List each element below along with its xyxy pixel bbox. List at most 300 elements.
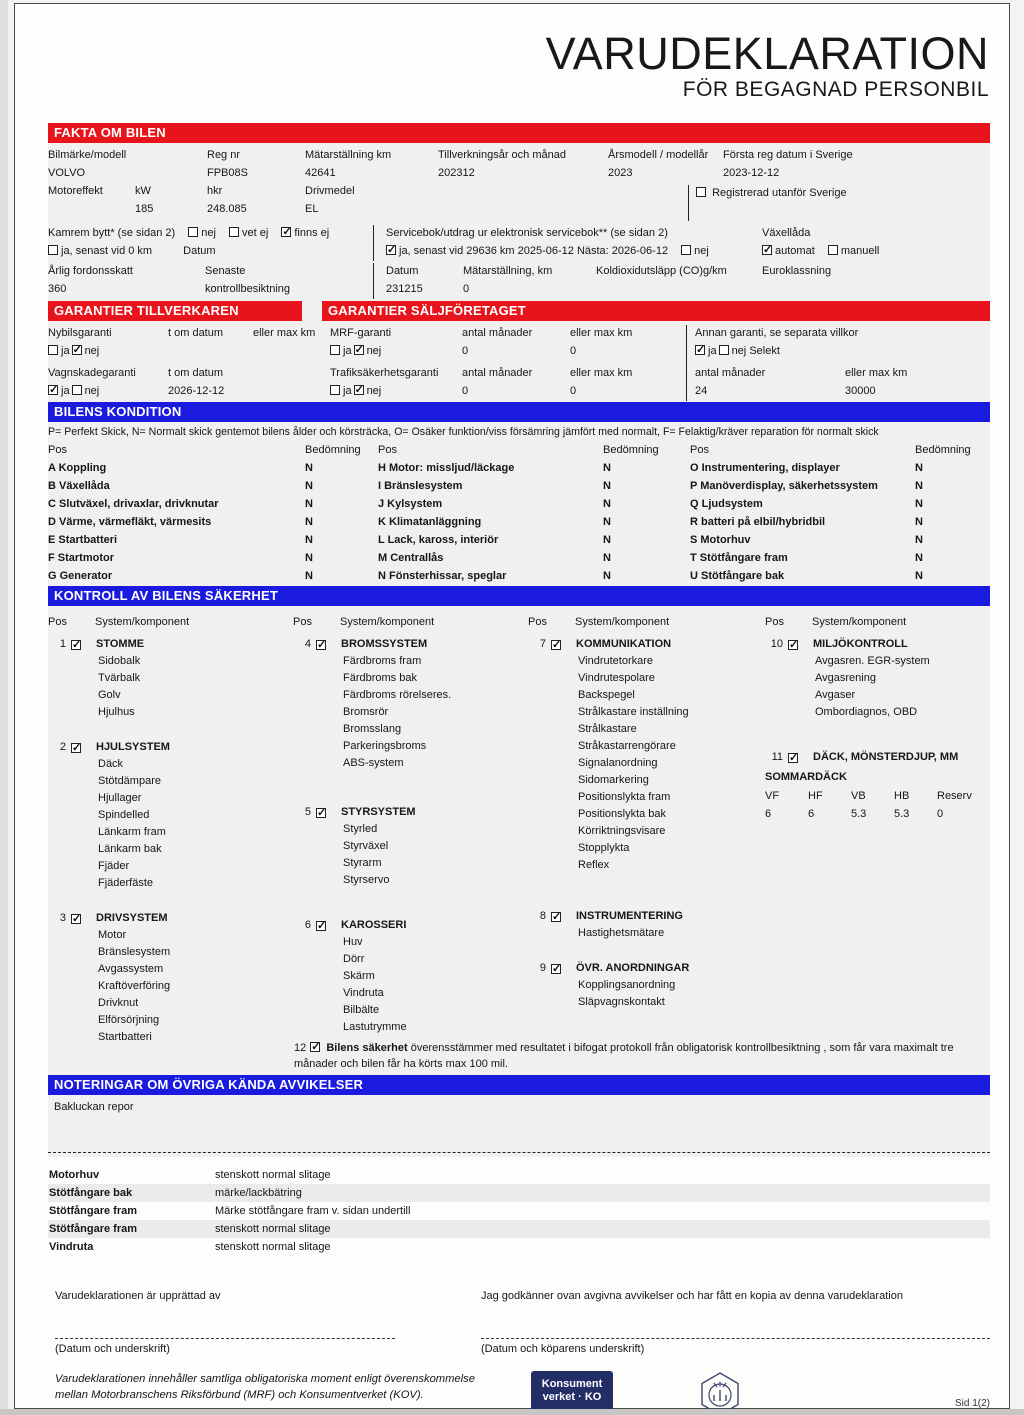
field-value: FPB08S	[207, 167, 248, 179]
sakerhet-columns	[48, 614, 990, 1064]
component-item: Däck	[98, 758, 124, 770]
condition-grade: N	[305, 534, 313, 546]
syskomp-header: System/komponent	[812, 616, 907, 628]
group-number: 7	[539, 638, 546, 650]
component-item: Startbatteri	[98, 1031, 152, 1043]
prepared-by-block	[55, 1288, 425, 1357]
condition-grade: N	[603, 552, 611, 564]
condition-grade: N	[603, 516, 611, 528]
vaxellada-manuell-checkbox[interactable]	[828, 245, 838, 255]
fakta-labels-row1	[48, 147, 990, 165]
component-item: Vindrutespolare	[578, 672, 655, 684]
tyre-depth-value: 6	[808, 808, 815, 820]
fakta-values-row1	[48, 165, 990, 183]
servicebok-nej-checkbox[interactable]	[681, 245, 691, 255]
condition-grade: N	[305, 516, 313, 528]
component-item: Vindruta	[343, 987, 384, 999]
condition-item-label: A Koppling	[48, 462, 107, 474]
safety-12-text: överensstämmer med resultatet i bifogat protokoll från obligatorisk kontrollbesiktning , som får vara maximalt tre månader och bilen får ha körts max 100 mil.	[294, 1042, 954, 1070]
condition-grade: N	[915, 516, 923, 528]
condition-grade: N	[305, 462, 313, 474]
component-item: Länkarm bak	[98, 843, 162, 855]
condition-row	[378, 460, 690, 478]
annan-ja-checkbox[interactable]	[695, 345, 705, 355]
component-item: Skärm	[343, 970, 375, 982]
noteringar-box	[48, 1095, 990, 1153]
vagnskade-ja-checkbox[interactable]	[48, 385, 58, 395]
condition-grade: N	[603, 534, 611, 546]
field-value: 2023-12-12	[723, 167, 780, 179]
kamrem-nej-checkbox[interactable]	[188, 227, 198, 237]
component-item: Körriktningsvisare	[578, 825, 666, 837]
component-item: Sidobalk	[98, 655, 141, 667]
vagnskade-nej-checkbox[interactable]	[72, 385, 82, 395]
vaxellada-automat-checkbox[interactable]	[762, 245, 772, 255]
noteringar-header-bar: NOTERINGAR OM ÖVRIGA KÄNDA AVVIKELSER	[48, 1075, 990, 1095]
mrf-maxkm-value: 0	[570, 345, 577, 357]
component-item: Bränslesystem	[98, 946, 171, 958]
euro-value	[762, 281, 990, 299]
besiktning-column	[373, 263, 760, 299]
tyre-value-row	[765, 806, 980, 824]
condition-row	[48, 460, 378, 478]
kamrem-ja-checkbox[interactable]	[48, 245, 58, 255]
component-item: Strålkastare inställning	[578, 706, 689, 718]
buyer-signature-caption: (Datum och köparens underskrift)	[481, 1343, 645, 1355]
group-name: MILJÖKONTROLL	[813, 638, 908, 650]
document-subtitle: FÖR BEGAGNAD PERSONBIL	[682, 78, 989, 101]
sakerhet-column-2	[293, 614, 528, 1064]
kov-logo-line2: verket · KO	[542, 1391, 602, 1403]
annan-nej-checkbox[interactable]	[719, 345, 729, 355]
kw-value: 185	[135, 203, 154, 215]
condition-grade: N	[915, 534, 923, 546]
trafik-maxkm-value: 0	[570, 385, 577, 397]
motoreffekt-label: Motoreffekt	[48, 185, 103, 197]
condition-grade: N	[915, 462, 923, 474]
component-item: Hjullager	[98, 792, 142, 804]
component-item: Dörr	[343, 953, 365, 965]
group-number: 11	[771, 751, 783, 763]
deviation-part: Stötfångare bak	[49, 1186, 133, 1199]
group-checkbox[interactable]	[551, 640, 561, 650]
fakta-bottom-block	[48, 263, 990, 299]
group-items	[98, 653, 293, 721]
pos-header: Pos	[690, 444, 709, 456]
drivmedel-value: EL	[305, 203, 319, 215]
mrf-garanti-label: MRF-garanti	[330, 327, 392, 339]
group-name: KAROSSERI	[341, 919, 407, 931]
annan-maxkm-value: 30000	[845, 385, 876, 397]
component-item: Backspegel	[578, 689, 635, 701]
garanti-columns	[48, 325, 990, 401]
trafik-manader-label: antal månader	[462, 367, 533, 379]
group-checkbox[interactable]	[71, 914, 81, 924]
component-item: Länkarm fram	[98, 826, 166, 838]
component-item: Drivknut	[98, 997, 139, 1009]
group-items	[343, 934, 528, 1036]
component-item: Styrled	[343, 823, 378, 835]
kamrem-finnsej-checkbox[interactable]	[281, 227, 291, 237]
deviation-row	[48, 1220, 990, 1238]
group-checkbox[interactable]	[551, 912, 561, 922]
euro-column	[760, 263, 990, 299]
condition-item-label: O Instrumentering, displayer	[690, 462, 840, 474]
servicebok-ja-checkbox[interactable]	[386, 245, 396, 255]
condition-row	[690, 460, 990, 478]
kamrem-vetej-label: vet ej	[241, 227, 269, 239]
safety-group-bromssystem	[293, 636, 528, 772]
group-name: HJULSYSTEM	[96, 741, 170, 753]
mrf-manader-value: 0	[462, 345, 469, 357]
tyre-position-header: HF	[808, 790, 823, 802]
condition-item-label: L Lack, kaross, interiör	[378, 534, 499, 546]
field-label: Bilmärke/modell	[48, 149, 127, 161]
besiktning-datum-label: Datum	[386, 265, 419, 277]
pos-header: Pos	[528, 616, 547, 628]
garanti-tillverkaren-column	[48, 325, 322, 401]
component-item: Positionslykta bak	[578, 808, 667, 820]
condition-grade: N	[305, 480, 313, 492]
component-item: Motor	[98, 929, 127, 941]
trafik-maxkm-label: eller max km	[570, 367, 633, 379]
field-label: Tillverkningsår och månad	[438, 149, 566, 161]
syskomp-header: System/komponent	[95, 616, 190, 628]
condition-item-label: R batteri på elbil/hybridbil	[690, 516, 826, 528]
euro-label: Euroklassning	[762, 265, 832, 277]
garanti-saljforetaget-bar: GARANTIER SÄLJFÖRETAGET	[322, 301, 990, 321]
vagnskade-ja-label: ja	[61, 385, 70, 397]
tyre-depth-value: 0	[937, 808, 944, 820]
condition-row	[690, 550, 990, 568]
besiktning-matarstallning-value: 0	[463, 283, 470, 295]
component-item: Bromsrör	[343, 706, 389, 718]
fakta-labels-row2	[48, 183, 990, 201]
nybils-nej-label: nej	[84, 345, 100, 357]
component-item: Färdbroms fram	[343, 655, 422, 667]
field-value: 42641	[305, 167, 336, 179]
condition-item-label: M Centrallås	[378, 552, 444, 564]
registered-abroad-checkbox[interactable]	[696, 187, 706, 197]
section-garantier	[48, 301, 990, 402]
kondition-column-3	[690, 442, 990, 586]
component-item: Avgasrening	[815, 672, 876, 684]
group-number: 8	[539, 910, 546, 922]
condition-grade: N	[603, 570, 611, 582]
field-label: Årsmodell / modellår	[608, 149, 709, 161]
component-item: Lastutrymme	[343, 1021, 407, 1033]
group-items	[343, 653, 528, 772]
tyre-header-row	[765, 788, 980, 806]
annan-extra-label: Selekt	[749, 345, 780, 357]
group-number: 12	[294, 1042, 307, 1054]
registered-abroad-label: Registrerad utanför Sverige	[712, 187, 847, 199]
deviation-note: märke/lackbätring	[215, 1186, 302, 1199]
servicebok-nej-label: nej	[694, 245, 709, 257]
group-name: STOMME	[96, 638, 145, 650]
syskomp-header: System/komponent	[340, 616, 435, 628]
deviation-part: Stötfångare fram	[49, 1204, 138, 1217]
condition-row	[690, 496, 990, 514]
hkr-label: hkr	[207, 185, 223, 197]
annan-ja-label: ja	[708, 345, 717, 357]
safety-group-miljokontroll	[765, 636, 990, 721]
section-footer	[55, 1288, 990, 1415]
group-number: 6	[304, 919, 311, 931]
deviations-table	[48, 1166, 990, 1256]
registered-abroad-box	[688, 185, 847, 221]
group-checkbox[interactable]	[71, 640, 81, 650]
document-title-block	[546, 30, 989, 102]
component-item: Fjäder	[98, 860, 130, 872]
component-item: Hastighetsmätare	[578, 927, 665, 939]
section-sakerhet	[48, 586, 990, 1075]
tyre-position-header: VF	[765, 790, 780, 802]
trafik-manader-value: 0	[462, 385, 469, 397]
garanti-salj-mid-column	[322, 325, 686, 401]
pos-header: Pos	[48, 616, 67, 628]
component-item: Fjäderfäste	[98, 877, 154, 889]
vagnskade-nej-label: nej	[84, 385, 100, 397]
condition-row	[690, 514, 990, 532]
group-checkbox[interactable]	[316, 640, 326, 650]
sakerhet-column-3	[528, 614, 765, 1064]
group-name: ÖVR. ANORDNINGAR	[576, 962, 690, 974]
vaxellada-manuell-label: manuell	[840, 245, 880, 257]
safety-group-kommunikation	[528, 636, 765, 874]
group-number: 3	[59, 912, 66, 924]
nybils-ja-checkbox[interactable]	[48, 345, 58, 355]
annan-garanti-label: Annan garanti, se separata villkor	[695, 327, 859, 339]
group-items	[578, 925, 765, 942]
deviation-note: Märke stötfångare fram v. sidan undertill	[215, 1204, 411, 1217]
trafik-ja-checkbox[interactable]	[330, 385, 340, 395]
component-item: Reflex	[578, 859, 610, 871]
document-title: VARUDEKLARATION	[545, 28, 989, 79]
component-item: Kraftöverföring	[98, 980, 171, 992]
component-item: Hjulhus	[98, 706, 135, 718]
group-name: STYRSYSTEM	[341, 806, 416, 818]
kondition-rows	[690, 460, 990, 586]
vagnskadegaranti-label: Vagnskadegaranti	[48, 367, 136, 379]
kondition-legend: P= Perfekt Skick, N= Normalt skick gentemot bilens ålder och körsträcka, O= Osäker funktion/viss försämring jämfört med normalt, F= Felaktig/kräver reparation för normalt skick	[48, 426, 879, 438]
group-name: BROMSSYSTEM	[341, 638, 428, 650]
component-item: Bromsslang	[343, 723, 402, 735]
kamrem-datum-label: Datum	[183, 245, 216, 257]
deviation-note: stenskott normal slitage	[215, 1222, 331, 1235]
condition-item-label: F Startmotor	[48, 552, 114, 564]
mrf-nej-label: nej	[366, 345, 382, 357]
group-items	[815, 653, 990, 721]
bedomning-header: Bedömning	[603, 444, 659, 456]
tyre-position-header: VB	[851, 790, 866, 802]
component-item: Tvärbalk	[98, 672, 141, 684]
group-checkbox[interactable]	[316, 808, 326, 818]
field-label: Reg nr	[207, 149, 241, 161]
hkr-value: 248.085	[207, 203, 247, 215]
field-value: 202312	[438, 167, 475, 179]
field-value: VOLVO	[48, 167, 86, 179]
component-item: Styrservo	[343, 874, 390, 886]
tyre-depth-table	[765, 788, 980, 824]
garanti-tillverkaren-bar: GARANTIER TILLVERKAREN	[48, 301, 302, 321]
konsumentverket-logo	[531, 1371, 613, 1411]
section-fakta	[48, 123, 990, 301]
trafik-garanti-label: Trafiksäkerhetsgaranti	[330, 367, 439, 379]
group-items	[98, 756, 293, 892]
seller-signature-caption: (Datum och underskrift)	[55, 1343, 170, 1355]
condition-item-label: J Kylsystem	[378, 498, 443, 510]
trafik-nej-checkbox[interactable]	[354, 385, 364, 395]
condition-row	[690, 532, 990, 550]
syskomp-header: System/komponent	[575, 616, 670, 628]
tyre-position-header: HB	[894, 790, 910, 802]
group-checkbox[interactable]	[316, 921, 326, 931]
group-checkbox[interactable]	[788, 640, 798, 650]
group-name: INSTRUMENTERING	[576, 910, 683, 922]
deviation-row	[48, 1166, 990, 1184]
group-number: 4	[304, 638, 311, 650]
vagnskade-datum-value: 2026-12-12	[168, 385, 225, 397]
component-item: Ombordiagnos, OBD	[815, 706, 918, 718]
fakta-middle-block	[48, 225, 990, 261]
component-item: Färdbroms bak	[343, 672, 417, 684]
annan-maxkm-label: eller max km	[845, 367, 908, 379]
pos-header: Pos	[48, 444, 67, 456]
signature-area	[55, 1288, 990, 1357]
sakerhet-column-4	[765, 614, 990, 1064]
deviation-part: Motorhuv	[49, 1168, 100, 1181]
condition-row	[48, 568, 378, 586]
safety-group-hjulsystem	[48, 739, 293, 892]
mrf-maxkm-label: eller max km	[570, 327, 633, 339]
condition-row	[48, 514, 378, 532]
group-items	[343, 821, 528, 889]
vaxellada-automat-label: automat	[775, 245, 815, 257]
deviation-note: stenskott normal slitage	[215, 1240, 331, 1253]
servicebok-column	[373, 225, 760, 261]
kondition-column-1	[48, 442, 378, 586]
garanti-annan-column	[686, 325, 990, 401]
condition-row	[48, 550, 378, 568]
condition-row	[378, 514, 690, 532]
field-label: Första reg datum i Sverige	[723, 149, 853, 161]
deviation-part: Stötfångare fram	[49, 1222, 138, 1235]
kamrem-label: Kamrem bytt* (se sidan 2)	[48, 227, 176, 239]
condition-row	[378, 496, 690, 514]
annan-nej-label: nej	[731, 345, 747, 357]
mrf-ja-checkbox[interactable]	[330, 345, 340, 355]
kamrem-ja-label: ja, senast vid 0 km	[61, 245, 153, 257]
nybils-maxkm-label: eller max km	[253, 327, 316, 339]
sakerhet-column-1	[48, 614, 293, 1064]
condition-item-label: I Bränslesystem	[378, 480, 463, 492]
component-item: Bilbälte	[343, 1004, 380, 1016]
nybils-ja-label: ja	[61, 345, 70, 357]
group-number: 5	[304, 806, 311, 818]
component-item: Färdbroms rörelseres.	[343, 689, 452, 701]
component-item: Avgaser	[815, 689, 856, 701]
annan-manader-value: 24	[695, 385, 708, 397]
component-item: Stopplykta	[578, 842, 630, 854]
condition-item-label: Q Ljudsystem	[690, 498, 763, 510]
condition-item-label: U Stötfångare bak	[690, 570, 785, 582]
vaxellada-label: Växellåda	[762, 227, 811, 239]
group-items	[98, 927, 293, 1046]
component-item: Släpvagnskontakt	[578, 996, 665, 1008]
condition-item-label: S Motorhuv	[690, 534, 751, 546]
tyre-position-header: Reserv	[937, 790, 972, 802]
condition-item-label: P Manöverdisplay, säkerhetssystem	[690, 480, 878, 492]
kondition-columns	[48, 442, 990, 586]
component-item: Avgasren. EGR-system	[815, 655, 930, 667]
condition-item-label: T Stötfångare fram	[690, 552, 788, 564]
group-checkbox[interactable]	[551, 964, 561, 974]
besiktning-datum-value: 231215	[386, 283, 423, 295]
group-checkbox[interactable]	[310, 1042, 320, 1052]
pos-header: Pos	[293, 616, 312, 628]
condition-row	[378, 550, 690, 568]
condition-row	[378, 478, 690, 496]
nybils-nej-checkbox[interactable]	[72, 345, 82, 355]
condition-item-label: E Startbatteri	[48, 534, 118, 546]
condition-grade: N	[915, 480, 923, 492]
component-item: Spindelled	[98, 809, 150, 821]
pos-header: Pos	[378, 444, 397, 456]
kondition-column-2	[378, 442, 690, 586]
condition-row	[48, 478, 378, 496]
deviation-row	[48, 1238, 990, 1256]
condition-grade: N	[915, 570, 923, 582]
safety-group-karosseri	[293, 917, 528, 1036]
group-checkbox[interactable]	[788, 753, 798, 763]
seller-signature-line[interactable]	[55, 1305, 395, 1339]
sakerhet-header-bar: KONTROLL AV BILENS SÄKERHET	[48, 586, 990, 606]
condition-grade: N	[603, 480, 611, 492]
component-item: Avgassystem	[98, 963, 164, 975]
component-item: Elförsörjning	[98, 1014, 160, 1026]
component-item: Vindrutetorkare	[578, 655, 654, 667]
group-checkbox[interactable]	[71, 743, 81, 753]
safety-group-dack	[765, 749, 990, 824]
component-item: Kopplingsanordning	[578, 979, 676, 991]
condition-row	[690, 568, 990, 586]
legal-text: Varudeklarationen innehåller samtliga obligatoriska moment enligt överenskommelse mellan Motorbranschens Riksförbund (MRF) och Konsumentverket (KOV).	[55, 1373, 475, 1401]
condition-item-label: C Slutväxel, drivaxlar, drivknutar	[48, 498, 219, 510]
condition-grade: N	[603, 462, 611, 474]
component-item: Stråkastarrengörare	[578, 740, 676, 752]
safety-item-12	[294, 1040, 990, 1072]
mrf-nej-checkbox[interactable]	[354, 345, 364, 355]
drivmedel-label: Drivmedel	[305, 185, 355, 197]
mrf-manader-label: antal månader	[462, 327, 533, 339]
buyer-signature-line[interactable]	[481, 1305, 990, 1339]
nybils-tomdatum-label: t om datum	[168, 327, 224, 339]
component-item: Styrarm	[343, 857, 382, 869]
kamrem-vetej-checkbox[interactable]	[229, 227, 239, 237]
safety-group-stomme	[48, 636, 293, 721]
group-name: DRIVSYSTEM	[96, 912, 168, 924]
group-number: 10	[770, 638, 783, 650]
condition-row	[378, 568, 690, 586]
condition-grade: N	[915, 498, 923, 510]
kondition-rows	[48, 460, 378, 586]
vaxellada-column	[760, 225, 990, 261]
buyer-approval-block	[481, 1288, 990, 1357]
group-items	[578, 977, 765, 1011]
component-item: Golv	[98, 689, 121, 701]
document-page	[14, 3, 1010, 1409]
